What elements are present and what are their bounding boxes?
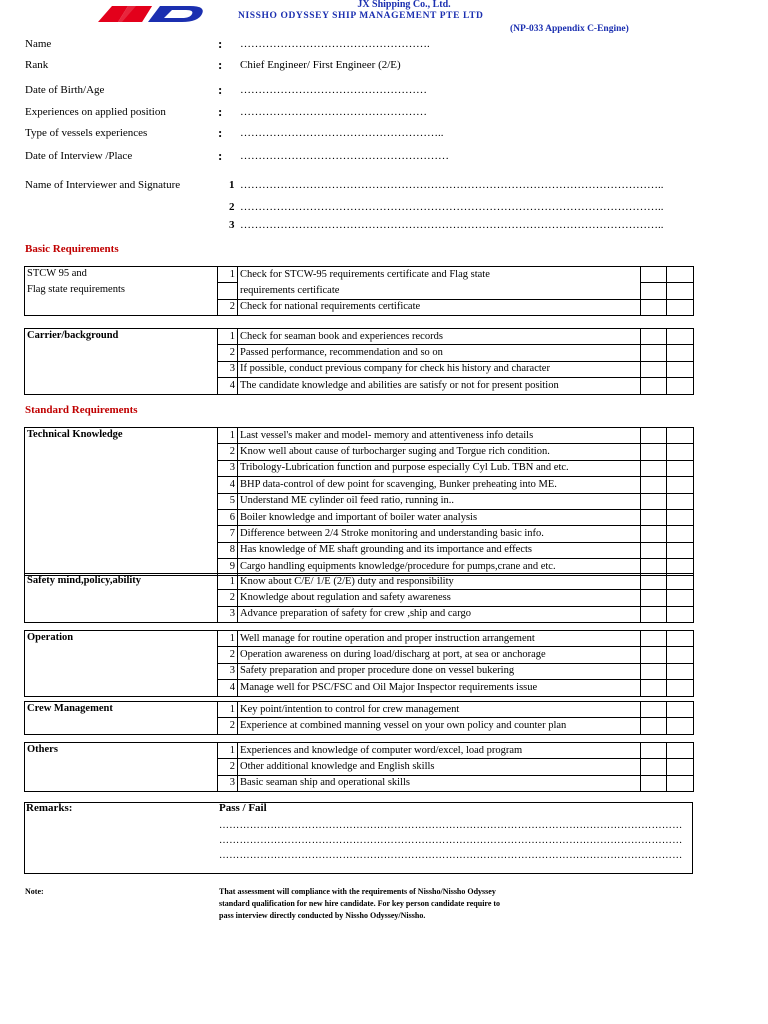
interviewer-number: 1: [229, 179, 235, 191]
interviewer-label: Name of Interviewer and Signature: [25, 179, 181, 191]
item-number: 4: [218, 378, 238, 394]
item-number: 4: [218, 477, 238, 493]
score-cell[interactable]: [667, 702, 694, 718]
requirement-text: Operation awareness on during load/discharg at port, at sea or anchorage: [238, 647, 641, 663]
remarks-label: Remarks:: [26, 802, 73, 814]
check-cell[interactable]: [641, 493, 667, 509]
requirement-text: Check for STCW-95 requirements certificate and Flag state: [238, 267, 641, 283]
crew-category: Crew Management: [25, 702, 218, 735]
pass-fail-label: Pass / Fail: [219, 802, 267, 814]
basic-requirements-title: Basic Requirements: [25, 243, 119, 255]
item-number: 7: [218, 526, 238, 542]
interviewer-3-field[interactable]: ……………………………………………………………………………………………………..: [240, 219, 664, 231]
technical-category: Technical Knowledge: [25, 428, 218, 576]
check-cell[interactable]: [641, 299, 667, 315]
score-cell[interactable]: [667, 509, 694, 525]
score-cell[interactable]: [667, 267, 694, 283]
requirement-text: Passed performance, recommendation and so on: [238, 345, 641, 361]
rank-field[interactable]: Chief Engineer/ First Engineer (2/E): [240, 59, 401, 71]
interviewer-number: 2: [229, 201, 235, 213]
check-cell[interactable]: [641, 680, 667, 696]
requirement-text: Key point/intention to control for crew management: [238, 702, 641, 718]
carrier-category: Carrier/background: [25, 329, 218, 395]
check-cell[interactable]: [641, 345, 667, 361]
safety-table: [24, 573, 694, 623]
requirement-text: Knowledge about regulation and safety awareness: [238, 590, 641, 606]
score-cell[interactable]: [667, 477, 694, 493]
colon: :: [218, 125, 223, 140]
score-cell[interactable]: [667, 460, 694, 476]
vessel-types-label: Type of vessels experiences: [25, 127, 148, 139]
item-number: 2: [218, 444, 238, 460]
item-number: 3: [218, 663, 238, 679]
note-line: pass interview directly conducted by Nissho Odyssey/Nissho.: [219, 911, 426, 920]
requirement-text: Last vessel's maker and model- memory and attentiveness info details: [238, 428, 641, 444]
check-cell[interactable]: [641, 718, 667, 734]
requirement-text: If possible, conduct previous company for check his history and character: [238, 361, 641, 377]
score-cell[interactable]: [667, 606, 694, 622]
requirement-text: Has knowledge of ME shaft grounding and its importance and effects: [238, 542, 641, 558]
item-number: 2: [218, 590, 238, 606]
requirement-text: Boiler knowledge and important of boiler water analysis: [238, 509, 641, 525]
score-cell[interactable]: [667, 493, 694, 509]
check-cell[interactable]: [641, 647, 667, 663]
crew-table: [24, 701, 694, 735]
score-cell[interactable]: [667, 759, 694, 775]
carrier-table: [24, 328, 694, 395]
note-line: That assessment will compliance with the requirements of Nissho/Nissho Odyssey: [219, 887, 496, 896]
requirement-text: Safety preparation and proper procedure done on vessel bukering: [238, 663, 641, 679]
requirement-text: Check for seaman book and experiences records: [238, 329, 641, 345]
score-cell[interactable]: [667, 329, 694, 345]
requirement-text: Understand ME cylinder oil feed ratio, running in..: [238, 493, 641, 509]
score-cell[interactable]: [667, 743, 694, 759]
score-cell[interactable]: [667, 590, 694, 606]
item-number: 1: [218, 743, 238, 759]
item-number: 1: [218, 574, 238, 590]
others-category: Others: [25, 743, 218, 792]
check-cell[interactable]: [641, 428, 667, 444]
item-number: 2: [218, 345, 238, 361]
check-cell[interactable]: [641, 329, 667, 345]
stcw-category: Flag state requirements: [25, 283, 218, 299]
company-name-jx: JX Shipping Co., Ltd.: [357, 0, 451, 10]
technical-table: [24, 427, 694, 576]
standard-requirements-title: Standard Requirements: [25, 404, 138, 416]
check-cell[interactable]: [641, 444, 667, 460]
interview-date-label: Date of Interview /Place: [25, 150, 133, 162]
check-cell[interactable]: [641, 663, 667, 679]
item-number: 2: [218, 718, 238, 734]
interviewer-2-field[interactable]: ……………………………………………………………………………………………………..: [240, 201, 664, 213]
requirement-text: Experiences and knowledge of computer word/excel, load program: [238, 743, 641, 759]
experience-label: Experiences on applied position: [25, 106, 166, 118]
requirement-text: Other additional knowledge and English skills: [238, 759, 641, 775]
remarks-line[interactable]: ………………………………………………………………………………………………………………………: [219, 820, 683, 831]
requirement-text: Experience at combined manning vessel on your own policy and counter plan: [238, 718, 641, 734]
colon: :: [218, 36, 223, 51]
score-cell[interactable]: [667, 299, 694, 315]
score-cell[interactable]: [667, 680, 694, 696]
check-cell[interactable]: [641, 606, 667, 622]
colon: :: [218, 148, 223, 163]
name-field[interactable]: …………………………………………….: [240, 38, 430, 50]
note-label: Note:: [25, 887, 44, 896]
requirement-text: Tribology-Lubrication function and purpose especially Cyl Lub. TBN and etc.: [238, 460, 641, 476]
check-cell[interactable]: [641, 283, 667, 299]
dob-field[interactable]: ……………………………………………: [240, 84, 427, 96]
dob-label: Date of Birth/Age: [25, 84, 105, 96]
colon: :: [218, 57, 223, 72]
check-cell[interactable]: [641, 267, 667, 283]
score-cell[interactable]: [667, 631, 694, 647]
score-cell[interactable]: [667, 574, 694, 590]
item-number: [218, 283, 238, 299]
check-cell[interactable]: [641, 590, 667, 606]
score-cell[interactable]: [667, 345, 694, 361]
item-number: 1: [218, 329, 238, 345]
item-number: 1: [218, 428, 238, 444]
safety-category: Safety mind,policy,ability: [25, 574, 218, 623]
item-number: 8: [218, 542, 238, 558]
score-cell[interactable]: [667, 542, 694, 558]
item-number: 3: [218, 775, 238, 791]
score-cell[interactable]: [667, 444, 694, 460]
check-cell[interactable]: [641, 378, 667, 394]
check-cell[interactable]: [641, 574, 667, 590]
requirement-text: Check for national requirements certificate: [238, 299, 641, 315]
stcw-category: [25, 299, 218, 315]
colon: :: [218, 104, 223, 119]
requirement-text: Know well about cause of turbocharger suging and Torgue rich condition.: [238, 444, 641, 460]
check-cell[interactable]: [641, 460, 667, 476]
item-number: 2: [218, 759, 238, 775]
interviewer-1-field[interactable]: ……………………………………………………………………………………………………..: [240, 179, 664, 191]
colon: :: [218, 82, 223, 97]
check-cell[interactable]: [641, 702, 667, 718]
operation-category: Operation: [25, 631, 218, 697]
requirement-text: Manage well for PSC/FSC and Oil Major Inspector requirements issue: [238, 680, 641, 696]
interview-date-field[interactable]: …………………………………………………: [240, 150, 449, 162]
score-cell[interactable]: [667, 378, 694, 394]
note-line: standard qualification for new hire candidate. For key person candidate require to: [219, 899, 501, 908]
item-number: 5: [218, 493, 238, 509]
item-number: 1: [218, 267, 238, 283]
requirement-text: Basic seaman ship and operational skills: [238, 775, 641, 791]
vessel-types-field[interactable]: ………………………………………………..: [240, 127, 444, 139]
requirement-text: Well manage for routine operation and proper instruction arrangement: [238, 631, 641, 647]
score-cell[interactable]: [667, 361, 694, 377]
item-number: 4: [218, 680, 238, 696]
stcw-category: STCW 95 and: [25, 267, 218, 283]
check-cell[interactable]: [641, 759, 667, 775]
item-number: 2: [218, 647, 238, 663]
experience-field[interactable]: ……………………………………………: [240, 106, 427, 118]
requirement-text: The candidate knowledge and abilities are satisfy or not for present position: [238, 378, 641, 394]
score-cell[interactable]: [667, 663, 694, 679]
score-cell[interactable]: [667, 647, 694, 663]
score-cell[interactable]: [667, 775, 694, 791]
check-cell[interactable]: [641, 743, 667, 759]
remarks-line[interactable]: ………………………………………………………………………………………………………………………: [219, 850, 683, 861]
check-cell[interactable]: [641, 631, 667, 647]
item-number: 3: [218, 460, 238, 476]
requirement-text: requirements certificate: [238, 283, 641, 299]
score-cell[interactable]: [667, 718, 694, 734]
company-name-nissho: NISSHO ODYSSEY SHIP MANAGEMENT PTE LTD: [238, 11, 484, 21]
check-cell[interactable]: [641, 361, 667, 377]
stcw-table: [24, 266, 694, 316]
score-cell[interactable]: [667, 526, 694, 542]
item-number: 1: [218, 631, 238, 647]
form-appendix-code: (NP-033 Appendix C-Engine): [510, 24, 629, 34]
check-cell[interactable]: [641, 477, 667, 493]
check-cell[interactable]: [641, 509, 667, 525]
requirement-text: Advance preparation of safety for crew ,ship and cargo: [238, 606, 641, 622]
score-cell[interactable]: [667, 428, 694, 444]
check-cell[interactable]: [641, 775, 667, 791]
requirement-text: BHP data-control of dew point for scavenging, Bunker preheating into ME.: [238, 477, 641, 493]
rank-label: Rank: [25, 59, 49, 71]
item-number: 1: [218, 702, 238, 718]
interviewer-number: 3: [229, 219, 235, 231]
score-cell[interactable]: [667, 283, 694, 299]
check-cell[interactable]: [641, 526, 667, 542]
requirement-text: Cargo handling equipments knowledge/procedure for pumps,crane and etc.: [238, 559, 641, 575]
check-cell[interactable]: [641, 542, 667, 558]
item-number: 6: [218, 509, 238, 525]
item-number: 9: [218, 559, 238, 575]
requirement-text: Difference between 2/4 Stroke monitoring and understanding basic info.: [238, 526, 641, 542]
remarks-line[interactable]: ………………………………………………………………………………………………………………………: [219, 835, 683, 846]
name-label: Name: [25, 38, 52, 50]
item-number: 3: [218, 606, 238, 622]
requirement-text: Know about C/E/ 1/E (2/E) duty and responsibility: [238, 574, 641, 590]
item-number: 2: [218, 299, 238, 315]
others-table: [24, 742, 694, 792]
item-number: 3: [218, 361, 238, 377]
operation-table: [24, 630, 694, 697]
